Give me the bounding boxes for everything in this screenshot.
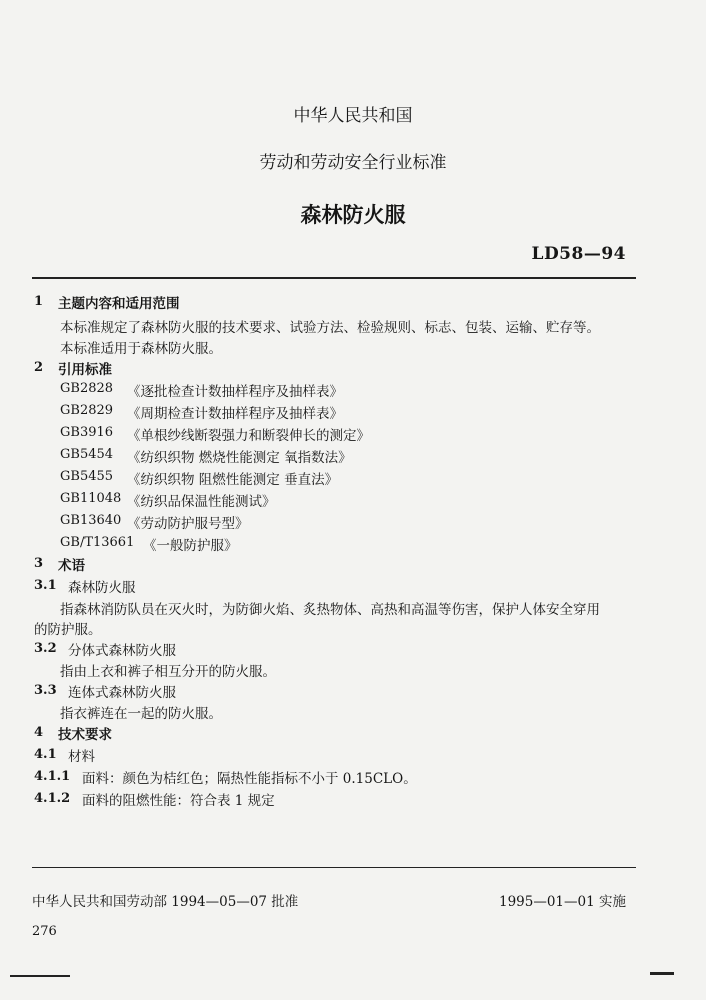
reference-code: GB2829: [60, 403, 114, 418]
section-3-2-number: 3.2: [34, 641, 57, 656]
reference-code: GB/T13661: [60, 535, 135, 550]
section-4-1-number: 4.1: [34, 747, 57, 762]
section-4-1-1-number: 4.1.1: [34, 769, 71, 784]
standard-code: LD58—94: [531, 244, 626, 264]
section-3-2-para: 指由上衣和裤子相互分开的防火服。: [60, 664, 276, 680]
header-rule: [32, 277, 636, 279]
section-3-3-title: 连体式森林防火服: [68, 685, 176, 701]
reference-title: 《逐批检查计数抽样程序及抽样表》: [127, 384, 343, 400]
section-1-number: 1: [34, 294, 44, 309]
header-standard-type: 劳动和劳动安全行业标准: [259, 153, 447, 173]
document-title: 森林防火服: [300, 203, 406, 227]
section-2-number: 2: [34, 360, 44, 375]
section-3-1-para-2: 的防护服。: [34, 622, 102, 638]
reference-code: GB5455: [60, 469, 114, 484]
scan-artifact: [10, 975, 70, 977]
reference-title: 《一般防护服》: [143, 538, 238, 554]
section-3-number: 3: [34, 556, 44, 571]
approval-date: 中华人民共和国劳动部 1994—05—07 批准: [32, 894, 299, 910]
reference-title: 《纺织品保温性能测试》: [127, 494, 276, 510]
section-3-3-number: 3.3: [34, 683, 57, 698]
section-1-title: 主题内容和适用范围: [58, 296, 180, 312]
section-1-para-2: 本标准适用于森林防火服。: [60, 341, 222, 357]
reference-code: GB3916: [60, 425, 114, 440]
section-3-3-para: 指衣裤连在一起的防火服。: [60, 706, 222, 722]
section-3-1-title: 森林防火服: [68, 580, 136, 596]
footer-rule: [32, 867, 636, 868]
section-2-title: 引用标准: [58, 362, 112, 378]
section-4-1-title: 材料: [68, 749, 95, 765]
reference-title: 《周期检查计数抽样程序及抽样表》: [127, 406, 343, 422]
reference-title: 《纺织织物 阻燃性能测定 垂直法》: [127, 472, 339, 488]
reference-title: 《劳动防护服号型》: [127, 516, 249, 532]
reference-code: GB11048: [60, 491, 122, 506]
section-3-1-para-1: 指森林消防队员在灭火时，为防御火焰、炙热物体、高热和高温等伤害，保护人体安全穿用: [60, 602, 600, 618]
section-4-1-2-text: 面料的阻燃性能：符合表 1 规定: [82, 793, 275, 809]
scan-artifact: [650, 972, 674, 975]
section-4-title: 技术要求: [58, 727, 112, 743]
reference-code: GB2828: [60, 381, 114, 396]
implementation-date: 1995—01—01 实施: [498, 894, 626, 910]
reference-title: 《纺织织物 燃烧性能测定 氧指数法》: [127, 450, 352, 466]
section-3-2-title: 分体式森林防火服: [68, 643, 176, 659]
section-4-number: 4: [34, 725, 44, 740]
section-3-title: 术语: [58, 558, 85, 574]
reference-code: GB13640: [60, 513, 122, 528]
section-3-1-number: 3.1: [34, 578, 57, 593]
section-4-1-2-number: 4.1.2: [34, 791, 71, 806]
section-4-1-1-text: 面料：颜色为桔红色；隔热性能指标不小于 0.15CLO。: [82, 771, 417, 787]
page-number: 276: [32, 924, 57, 939]
reference-title: 《单根纱线断裂强力和断裂伸长的测定》: [127, 428, 370, 444]
section-1-para-1: 本标准规定了森林防火服的技术要求、试验方法、检验规则、标志、包装、运输、贮存等。: [60, 320, 600, 336]
header-country: 中华人民共和国: [293, 106, 413, 126]
reference-code: GB5454: [60, 447, 114, 462]
